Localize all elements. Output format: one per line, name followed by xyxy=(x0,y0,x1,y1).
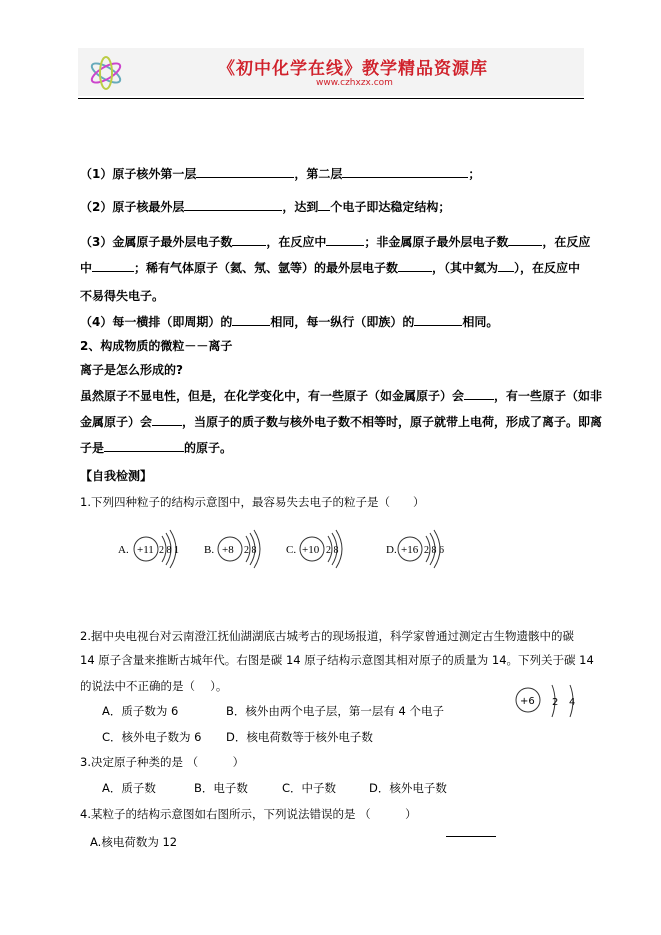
question-heading: 离子是怎么形成的? xyxy=(80,363,183,377)
nucleus: +6 xyxy=(520,696,535,707)
question-2-line3: 的说法中不正确的是（ ）。 xyxy=(80,679,228,693)
diagram-fragment xyxy=(446,836,496,837)
text: （4）每一横排（即周期）的 xyxy=(80,315,233,329)
blank xyxy=(92,260,134,272)
nucleus: +16 xyxy=(401,544,419,556)
item-1 xyxy=(80,166,480,182)
atom-d xyxy=(386,530,444,568)
text: ，达到 xyxy=(282,200,319,214)
text: ，当原子的质子数与核外电子数不相等时，原子就带上电荷，形成了离子。即离 xyxy=(182,415,603,429)
text: （2）原子核最外层 xyxy=(80,200,185,214)
carbon-14-diagram xyxy=(512,683,582,723)
blank xyxy=(508,234,542,246)
blank xyxy=(196,166,294,178)
nucleus: +11 xyxy=(137,544,154,556)
self-check-heading: 【自我检测】 xyxy=(80,469,153,483)
atom-c xyxy=(286,530,342,568)
option-d: D．核电荷数等于核外电子数 xyxy=(226,730,373,744)
atom-a xyxy=(118,530,179,568)
shell-1: 2 xyxy=(552,697,559,708)
blank xyxy=(232,234,266,246)
atom-b xyxy=(204,530,260,568)
shells: 2 8 1 xyxy=(159,545,179,556)
blank xyxy=(498,260,514,272)
text: ，在反应 xyxy=(542,235,591,249)
shells: 2 8 6 xyxy=(424,545,444,556)
option-label: D. xyxy=(386,544,397,556)
header-divider xyxy=(78,98,584,99)
text: （1）原子核外第一层 xyxy=(80,167,197,181)
site-url: www.czhxzx.com xyxy=(316,78,393,88)
blank xyxy=(398,260,432,272)
option-label: B. xyxy=(204,544,215,556)
blank xyxy=(318,199,330,211)
option-a: A.核电荷数为 12 xyxy=(90,835,178,849)
text: ，在反应中 xyxy=(266,235,327,249)
shells: 2 8 xyxy=(244,545,257,556)
text: 金属原子）会 xyxy=(80,415,153,429)
blank xyxy=(414,314,462,326)
item-4 xyxy=(80,314,498,330)
blank xyxy=(232,314,270,326)
text: ；非金属原子最外层电子数 xyxy=(364,235,509,249)
option-label: A. xyxy=(118,544,129,556)
blank xyxy=(342,166,468,178)
question-1: 1.下列四种粒子的结构示意图中，最容易失去电子的粒子是（ ） xyxy=(80,495,425,509)
nucleus: +8 xyxy=(222,544,234,556)
atom-logo-icon xyxy=(86,54,126,92)
text: ； xyxy=(468,167,481,181)
text: ，（其中氦为 xyxy=(432,261,499,275)
text: ，有一些原子（如非 xyxy=(494,389,603,403)
question-4: 4.某粒子的结构示意图如右图所示，下列说法错误的是 （ ） xyxy=(80,807,417,821)
option-a: A．质子数 xyxy=(102,781,156,795)
paragraph-line1 xyxy=(80,388,602,404)
item-3-line3: 不易得失电子。 xyxy=(80,289,165,303)
question-3: 3.决定原子种类的是 （ ） xyxy=(80,755,245,769)
text: 相同。 xyxy=(462,315,499,329)
option-c: C．中子数 xyxy=(282,781,337,795)
blank xyxy=(104,440,184,452)
nucleus: +10 xyxy=(302,544,320,556)
blank xyxy=(152,414,182,426)
atom-diagrams xyxy=(118,528,448,572)
text: 子是 xyxy=(80,441,105,455)
paragraph-line2 xyxy=(80,414,602,430)
text: 个电子即达稳定结构； xyxy=(330,200,451,214)
header-banner xyxy=(78,48,584,96)
blank xyxy=(326,234,364,246)
shell-2: 4 xyxy=(569,697,576,708)
option-b: B．电子数 xyxy=(194,781,248,795)
option-label: C. xyxy=(286,544,297,556)
text: 虽然原子不显电性，但是，在化学变化中，有一些原子（如金属原子）会 xyxy=(80,389,465,403)
text: ，第二层 xyxy=(294,167,343,181)
paragraph-line3 xyxy=(80,440,232,456)
text: （3）金属原子最外层电子数 xyxy=(80,235,233,249)
text: ），在反应中 xyxy=(514,261,581,275)
brand-title: 《初中化学在线》教学精品资源库 xyxy=(218,59,488,79)
item-3-line1 xyxy=(80,234,590,250)
option-a: A．质子数为 6 xyxy=(102,704,179,718)
shells: 2 8 xyxy=(326,545,339,556)
text: 的原子。 xyxy=(184,441,233,455)
option-c: C．核外电子数为 6 xyxy=(102,730,202,744)
blank xyxy=(464,388,494,400)
section-heading: 2、构成物质的微粒－－离子 xyxy=(80,339,233,353)
item-2 xyxy=(80,199,450,215)
item-3-line2 xyxy=(80,260,580,276)
question-2-line2: 14 原子含量来推断古城年代。右图是碳 14 原子结构示意图其相对原子的质量为 14。下列关于碳 14 xyxy=(80,653,594,667)
text: 中 xyxy=(80,261,93,275)
question-2-line1: 2.据中央电视台对云南澄江抚仙湖湖底古城考古的现场报道，科学家曾通过测定古生物遗骸中的碳 xyxy=(80,629,574,643)
text: 相同，每一纵行（即族）的 xyxy=(270,315,415,329)
blank xyxy=(184,199,282,211)
option-d: D．核外电子数 xyxy=(369,781,447,795)
option-b: B．核外由两个电子层，第一层有 4 个电子 xyxy=(226,704,445,718)
text: ；稀有气体原子（氦、氖、氩等）的最外层电子数 xyxy=(134,261,399,275)
